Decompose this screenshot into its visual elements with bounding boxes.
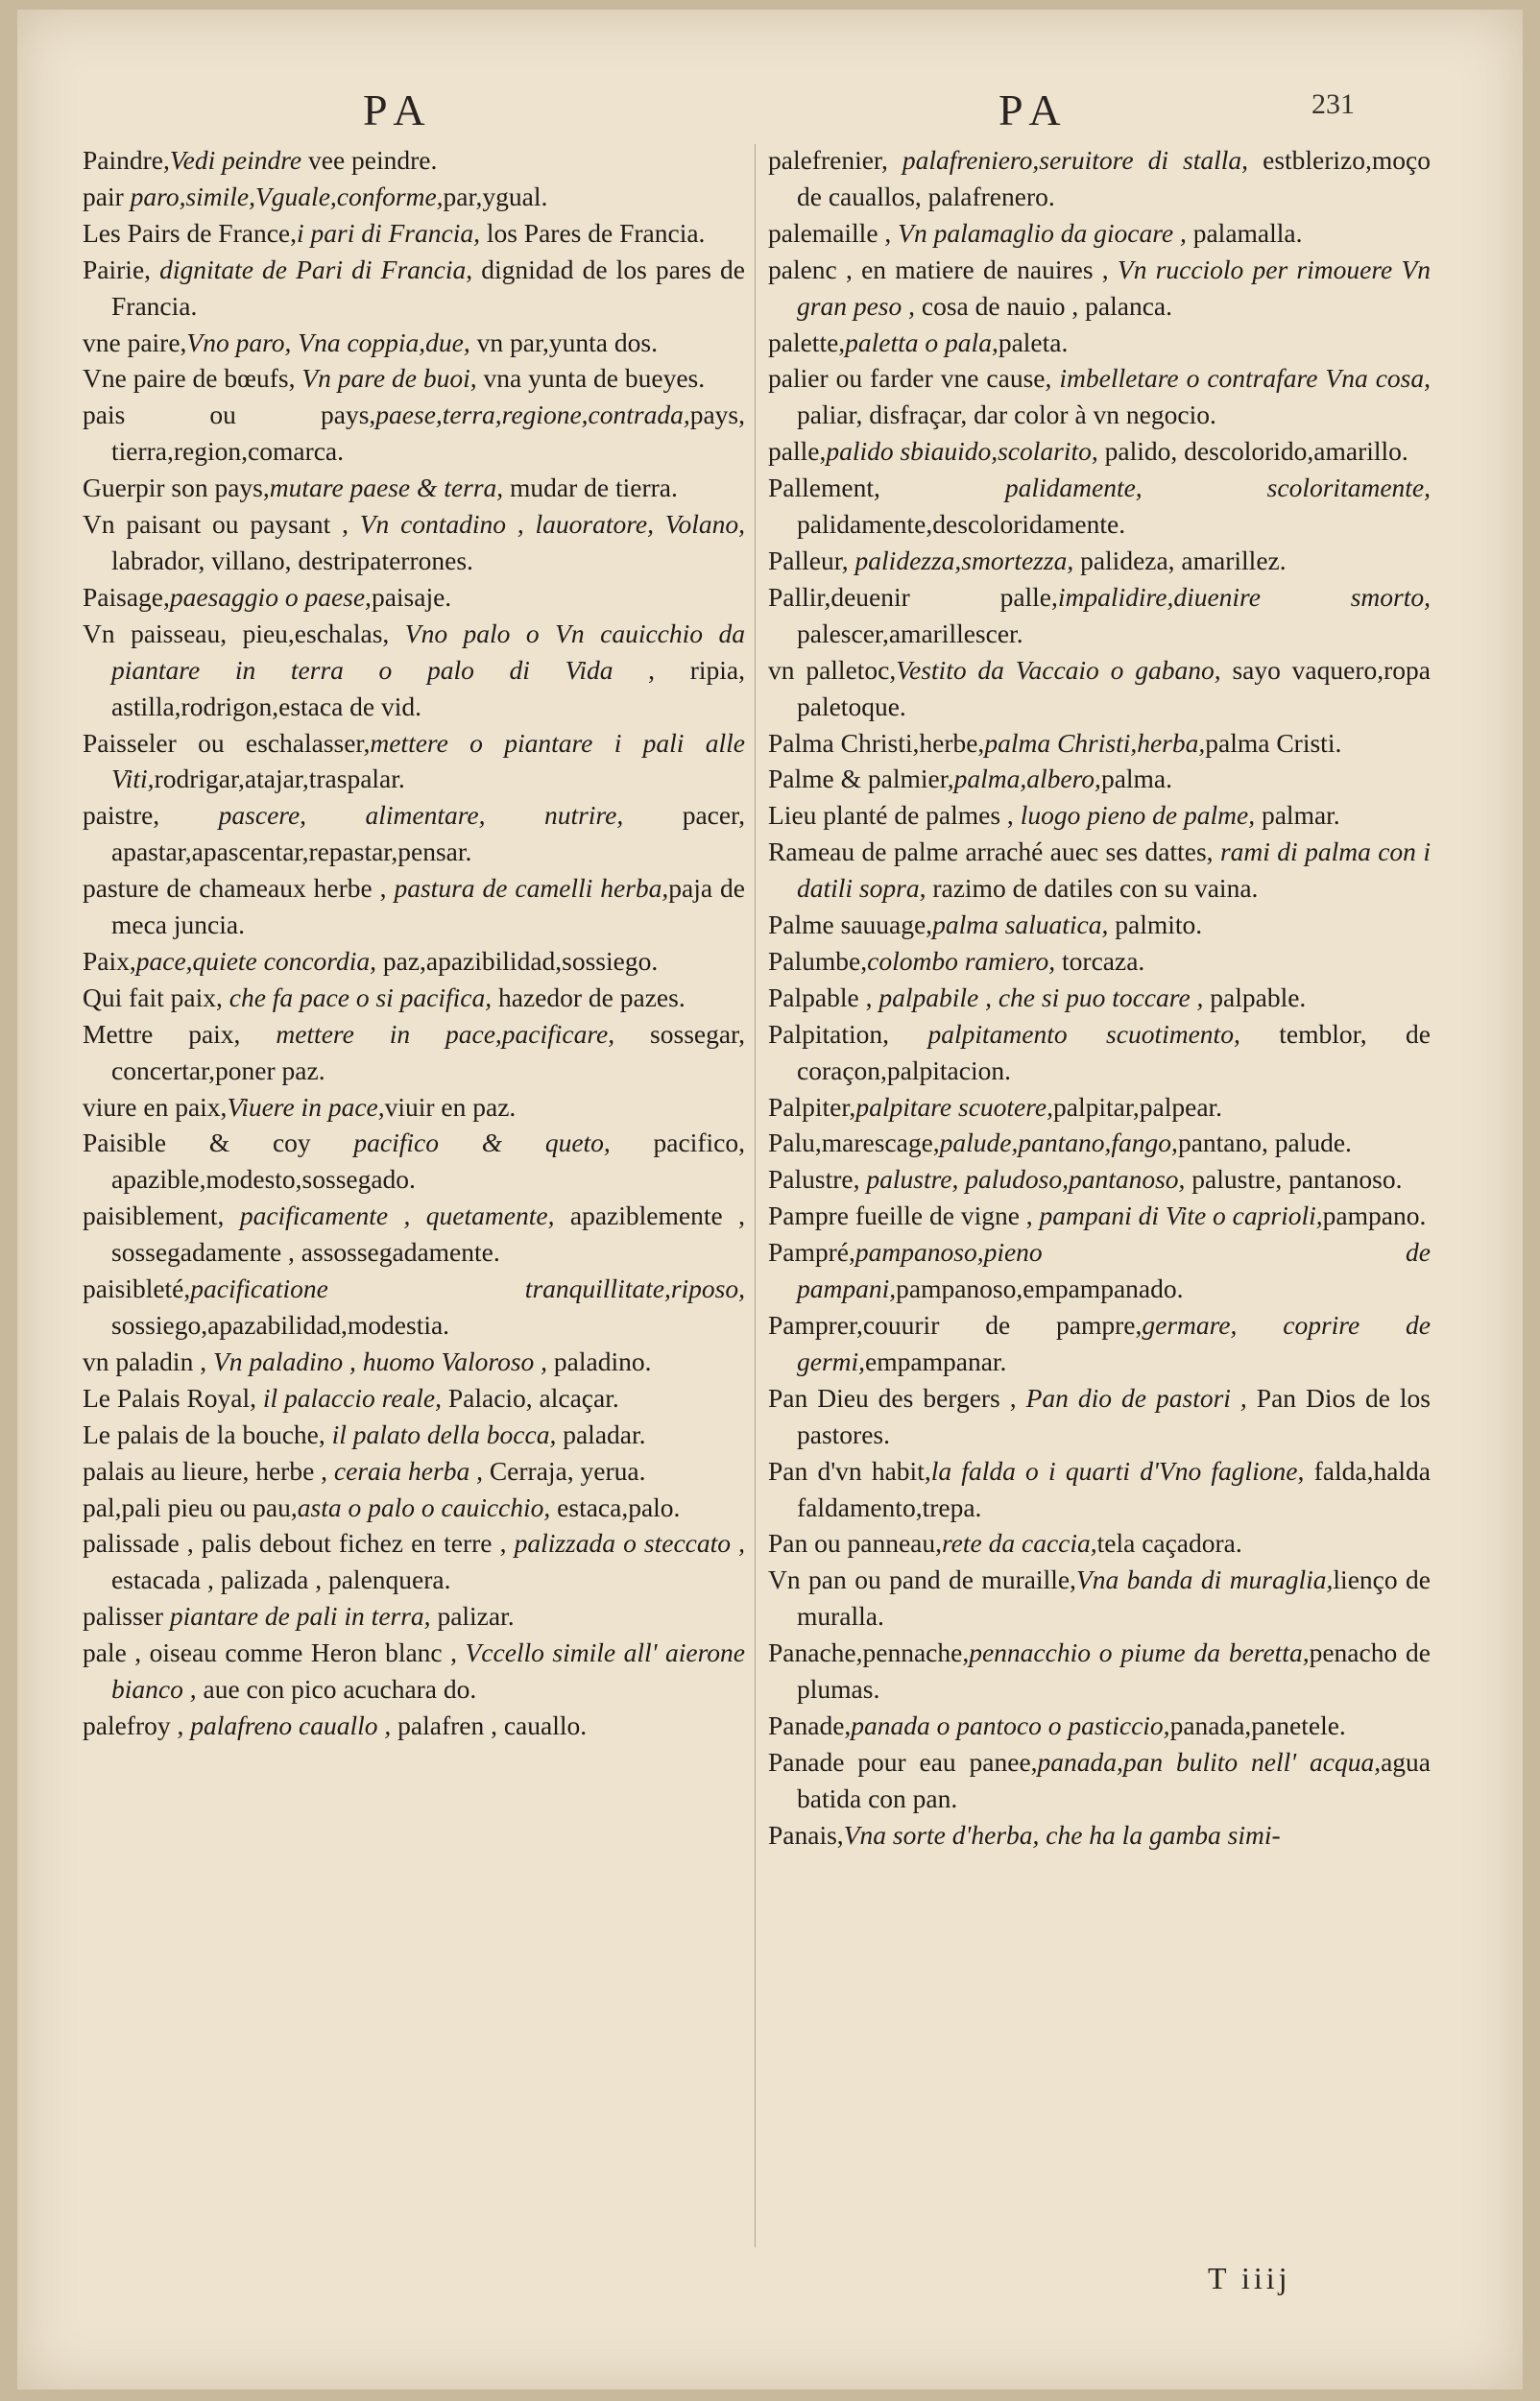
entry-it: la falda o i quarti d'Vno faglione, <box>930 1455 1305 1486</box>
entry-fr: Pairie, <box>83 254 160 284</box>
dictionary-entry <box>83 616 745 725</box>
entry-it: palpitare scuotere, <box>855 1091 1054 1122</box>
entry-it: Vno palo o Vn cauicchio da piantare in terra o palo di Vida <box>111 618 745 685</box>
entry-es: palafren , cauallo. <box>391 1710 588 1740</box>
dictionary-entry <box>83 1708 745 1744</box>
entry-it: palidamente, scoloritamente, <box>1004 473 1431 503</box>
entry-it: pastura de camelli herba, <box>394 873 669 904</box>
entry-fr: Pan Dieu des bergers , <box>768 1382 1026 1413</box>
entry-es: Pan Dios de los pastores. <box>797 1382 1432 1449</box>
dictionary-entry <box>768 543 1431 579</box>
dictionary-entry <box>768 1089 1431 1126</box>
entry-fr: palemaille , <box>768 217 899 248</box>
dictionary-entry <box>83 579 745 616</box>
entry-it: i pari di Francia, <box>296 217 480 248</box>
entry-fr: Paix, <box>83 945 136 976</box>
entry-es: estacada , palizada , palenquera. <box>111 1564 451 1595</box>
entry-es: palizar. <box>430 1601 515 1632</box>
page-number: 231 <box>1311 88 1355 120</box>
entry-fr: Pallir,deuenir palle, <box>768 581 1058 612</box>
entry-it: luogo pieno de palme, <box>1020 800 1256 831</box>
entry-it: mettere o piantare i pali alle Viti, <box>111 727 745 794</box>
entry-it: mettere in pace,pacificare, <box>276 1018 615 1049</box>
running-head-right: PA <box>999 85 1071 134</box>
entry-fr: paistre, <box>83 800 219 831</box>
entry-it: dignitate de Pari di Francia <box>159 254 467 284</box>
entry-fr: Palma Christi,herbe, <box>768 727 985 758</box>
entry-es: falda,halda faldamento,trepa. <box>797 1455 1431 1522</box>
entry-es: pantano, palude. <box>1177 1128 1352 1158</box>
entry-es: paladar. <box>556 1419 646 1449</box>
dictionary-entry <box>768 579 1431 652</box>
entry-es: palideza, amarillez. <box>1073 545 1287 575</box>
entry-fr: Palme sauuage, <box>768 909 933 940</box>
entry-es: pacer, apastar,apascentar,repastar,pensar. <box>111 800 745 867</box>
entry-es: penacho de plumas. <box>797 1637 1432 1705</box>
dictionary-entry <box>83 1635 745 1708</box>
entry-it: rete da caccia, <box>942 1528 1097 1559</box>
entry-it: palizzada o steccato , <box>514 1528 745 1559</box>
entry-it: Vn paladino , huomo Valoroso , <box>212 1346 548 1376</box>
dictionary-entry <box>83 1344 745 1380</box>
entry-fr: pais ou pays, <box>83 400 376 430</box>
entry-fr: palais au lieure, herbe , <box>83 1455 334 1486</box>
entry-es: par,ygual. <box>443 181 548 211</box>
entry-it: impalidire,diuenire smorto, <box>1057 581 1431 612</box>
dictionary-entry <box>83 179 745 215</box>
dictionary-entry <box>83 506 745 579</box>
dictionary-entry <box>768 1234 1431 1307</box>
entry-it: rami di palma con i datili sopra, <box>797 837 1431 904</box>
dictionary-entry <box>768 834 1431 907</box>
entry-fr: viure en paix, <box>83 1091 228 1122</box>
entry-it: Viuere in pace, <box>227 1091 385 1122</box>
entry-fr: Mettre paix, <box>83 1018 277 1049</box>
entry-es: vn par,yunta dos. <box>469 327 658 357</box>
entry-es: vee peindre. <box>301 145 438 175</box>
entry-it: pacificatione tranquillitate,riposo, <box>190 1273 745 1304</box>
entry-es: Cerraja, yerua. <box>482 1455 646 1486</box>
entry-it: palude,pantano,fango, <box>939 1128 1178 1158</box>
entry-fr: Paisseler ou eschalasser, <box>83 727 371 758</box>
dictionary-entry <box>768 1817 1431 1854</box>
entry-es: rodrigar,atajar,traspalar. <box>154 764 405 794</box>
dictionary-entry <box>768 1380 1431 1453</box>
entry-it: pampani di Vite o caprioli, <box>1039 1200 1323 1231</box>
entry-fr: Vn paisseau, pieu,eschalas, <box>83 618 405 648</box>
entry-es: palido, descolorido,amarillo. <box>1097 436 1408 467</box>
entry-es: palmito. <box>1108 909 1203 940</box>
entry-fr: Vn pan ou pand de muraille, <box>768 1564 1076 1595</box>
dictionary-entry <box>83 1525 745 1598</box>
entry-it: il palato della bocca, <box>331 1419 557 1449</box>
entry-fr: vn palletoc, <box>768 654 897 685</box>
entry-es: pays, tierra,region,comarca. <box>111 400 745 467</box>
entry-fr: Palme & palmier, <box>768 764 954 794</box>
entry-fr: palette, <box>768 327 846 357</box>
entry-es: razimo de datiles con su vaina. <box>926 873 1259 904</box>
dictionary-entry <box>83 215 745 252</box>
entry-it: panada,pan bulito nell' acqua, <box>1037 1746 1382 1777</box>
entry-it: piantare de pali in terra, <box>169 1601 431 1632</box>
entry-it: palpabile , che si puo toccare , <box>878 982 1204 1012</box>
entry-it: palafreno cauallo , <box>190 1710 392 1740</box>
dictionary-entry <box>83 980 745 1016</box>
entry-es: temblor, de coraçon,palpitacion. <box>797 1018 1431 1085</box>
entry-it: palma,albero, <box>953 764 1101 794</box>
entry-es: paleta. <box>998 327 1069 357</box>
entry-it: palidezza,smortezza, <box>854 545 1074 575</box>
dictionary-entry <box>83 797 745 870</box>
entry-fr: pale , oiseau comme Heron blanc , <box>83 1637 466 1668</box>
entry-es: tela caçadora. <box>1096 1528 1242 1559</box>
column-divider <box>755 144 756 2247</box>
dictionary-entry <box>83 1453 745 1490</box>
entry-fr: Guerpir son pays, <box>83 473 270 503</box>
entry-fr: Paisible & coy <box>83 1128 354 1158</box>
entry-es: viuir en paz. <box>384 1091 517 1122</box>
dictionary-entry <box>83 1016 745 1089</box>
entry-es: paliar, disfraçar, dar color à vn negocio. <box>797 400 1216 430</box>
entry-it: Vna sorte d'herba, che ha la gamba simi- <box>843 1819 1281 1850</box>
dictionary-entry <box>768 943 1431 980</box>
entry-fr: Le palais de la bouche, <box>83 1419 332 1449</box>
entry-fr: palefroy , <box>83 1710 191 1740</box>
entry-it: pascere, alimentare, nutrire, <box>218 800 624 831</box>
dictionary-entry <box>768 761 1431 797</box>
entry-it: paro,simile,Vguale,conforme, <box>130 181 444 211</box>
entry-fr: Paisage, <box>83 581 170 612</box>
entry-it: paletta o pala, <box>845 327 999 357</box>
dictionary-entry <box>83 360 745 397</box>
entry-fr: Vn paisant ou paysant , <box>83 509 360 540</box>
entry-fr: Palleur, <box>768 545 855 575</box>
entry-es: palamalla. <box>1186 217 1303 248</box>
entry-es: sossegar, concertar,poner paz. <box>111 1018 745 1085</box>
entry-it: pennacchio o piume da beretta, <box>969 1637 1310 1668</box>
entry-fr: palefrenier, <box>768 145 902 175</box>
entry-es: paisaje. <box>371 581 452 612</box>
left-column <box>83 142 745 1744</box>
entry-it: Vn palamaglio da giocare , <box>898 217 1187 248</box>
entry-fr: Pampré, <box>768 1237 855 1268</box>
entry-it: mutare paese & terra, <box>269 473 504 503</box>
dictionary-entry <box>768 1744 1431 1817</box>
entry-es: palma Cristi. <box>1205 727 1342 758</box>
entry-es: palescer,amarillescer. <box>797 618 1023 648</box>
entry-fr: pair <box>83 181 131 211</box>
entry-it: Vn contadino , lauoratore, Volano, <box>359 509 746 540</box>
entry-it: colombo ramiero, <box>867 945 1056 976</box>
entry-it: imbelletare o contrafare Vna cosa, <box>1059 363 1431 394</box>
entry-es: palpable. <box>1203 982 1307 1012</box>
entry-es: paja de meca juncia. <box>111 873 745 940</box>
dictionary-entry <box>768 1198 1431 1234</box>
signature-mark: T iiij <box>1208 2261 1291 2295</box>
entry-it: Vn rucciolo per rimouere Vn gran peso , <box>797 254 1431 321</box>
entry-it: Pan dio de pastori , <box>1025 1382 1247 1413</box>
dictionary-entry <box>768 1708 1431 1744</box>
dictionary-entry <box>768 252 1431 325</box>
dictionary-entry <box>768 1125 1431 1161</box>
entry-es: palma. <box>1100 764 1173 794</box>
entry-es: labrador, villano, destripaterrones. <box>111 545 473 575</box>
entry-es: estblerizo,moço de cauallos, palafrenero. <box>797 145 1431 211</box>
entry-fr: Panache,pennache, <box>768 1637 970 1668</box>
entry-es: paladino. <box>547 1346 652 1376</box>
entry-fr: Panade pour eau panee, <box>768 1746 1038 1777</box>
entry-it: Vccello simile all' aierone bianco , <box>111 1637 745 1705</box>
entry-fr: Pan d'vn habit, <box>768 1455 931 1486</box>
entry-es: agua batida con pan. <box>797 1746 1431 1813</box>
entry-fr: Panade, <box>768 1710 852 1740</box>
entry-es: apaziblemente , sossegadamente , assossegadamente. <box>111 1200 745 1268</box>
entry-fr: Palpiter, <box>768 1091 856 1122</box>
entry-fr: Pamprer,couurir de pampre, <box>768 1310 1143 1340</box>
dictionary-entry <box>768 1161 1431 1198</box>
entry-it: palpitamento scuotimento, <box>927 1018 1240 1049</box>
entry-fr: Palu,marescage, <box>768 1128 940 1158</box>
entry-fr: Paindre, <box>83 145 170 175</box>
entry-es: , ripia, astilla,rodrigon,estaca de vid. <box>111 654 745 721</box>
entry-it: pacifico & queto, <box>353 1128 611 1158</box>
entry-fr: Rameau de palme arraché auec ses dattes, <box>768 837 1220 867</box>
entry-es: sossiego,apazabilidad,modestia. <box>111 1310 450 1340</box>
entry-fr: vn paladin , <box>83 1346 213 1376</box>
entry-es: Palacio, alcaçar. <box>441 1382 619 1413</box>
dictionary-entry <box>768 325 1431 361</box>
entry-it: paesaggio o paese, <box>169 581 372 612</box>
dictionary-page <box>17 10 1523 2389</box>
entry-fr: Qui fait paix, <box>83 982 229 1012</box>
dictionary-entry <box>83 1380 745 1417</box>
dictionary-entry <box>83 470 745 506</box>
dictionary-entry <box>83 397 745 470</box>
dictionary-entry <box>83 870 745 943</box>
entry-es: aue con pico acuchara do. <box>196 1674 477 1705</box>
entry-it: pampanoso,pieno de pampani, <box>797 1237 1431 1304</box>
entry-es: palidamente,descoloridamente. <box>797 509 1126 540</box>
entry-it: il palaccio reale, <box>262 1382 442 1413</box>
entry-fr: Palustre, <box>768 1164 867 1195</box>
entry-it: che fa pace o si pacifica, <box>229 982 493 1012</box>
dictionary-entry <box>768 1562 1431 1635</box>
dictionary-entry <box>768 470 1431 543</box>
entry-es: estaca,palo. <box>550 1492 681 1522</box>
entry-it: Vn pare de buoi, <box>301 363 477 394</box>
dictionary-entry <box>83 1490 745 1526</box>
entry-fr: Vne paire de bœufs, <box>83 363 302 394</box>
entry-it: Vno paro, Vna coppia,due, <box>186 327 470 357</box>
dictionary-entry <box>768 433 1431 470</box>
dictionary-entry <box>768 360 1431 433</box>
entry-fr: Pallement, <box>768 473 1005 503</box>
dictionary-entry <box>768 1525 1431 1562</box>
entry-fr: Pan ou panneau, <box>768 1528 942 1559</box>
entry-it: palma saluatica, <box>932 909 1109 940</box>
entry-es: torcaza. <box>1055 945 1145 976</box>
running-head-left: PA <box>363 85 435 134</box>
dictionary-entry <box>768 215 1431 252</box>
dictionary-entry <box>768 980 1431 1016</box>
dictionary-entry <box>83 943 745 980</box>
entry-it: panada o pantoco o pasticcio, <box>851 1710 1170 1740</box>
entry-es: pampanoso,empampanado. <box>896 1273 1184 1304</box>
entry-es: pacifico, apazible,modesto,sossegado. <box>111 1128 745 1195</box>
dictionary-entry <box>83 1089 745 1126</box>
dictionary-entry <box>83 1125 745 1198</box>
entry-fr: vne paire, <box>83 327 187 357</box>
dictionary-entry <box>768 907 1431 943</box>
entry-fr: pasture de chameaux herbe , <box>83 873 395 904</box>
entry-it: palma Christi,herba, <box>984 727 1206 758</box>
dictionary-entry <box>768 142 1431 215</box>
entry-fr: Pampre fueille de vigne , <box>768 1200 1040 1231</box>
entry-it: ceraia herba , <box>333 1455 483 1486</box>
entry-fr: pal,pali pieu ou pau, <box>83 1492 298 1522</box>
dictionary-entry <box>83 725 745 798</box>
entry-es: palustre, pantanoso. <box>1185 1164 1403 1195</box>
dictionary-entry <box>768 1016 1431 1089</box>
dictionary-entry <box>83 1198 745 1271</box>
dictionary-entry <box>768 1453 1431 1526</box>
entry-fr: Lieu planté de palmes , <box>768 800 1021 831</box>
entry-es: palpitar,palpear. <box>1053 1091 1223 1122</box>
entry-it: palustre, paludoso,pantanoso, <box>866 1164 1186 1195</box>
entry-es: lienço de muralla. <box>797 1564 1432 1632</box>
entry-it: germare, coprire de germi, <box>797 1310 1431 1376</box>
entry-fr: palier ou farder vne cause, <box>768 363 1060 394</box>
entry-fr: Palpable , <box>768 982 879 1012</box>
entry-it: pace,quiete concordia, <box>135 945 376 976</box>
entry-es: panada,panetele. <box>1169 1710 1346 1740</box>
entry-es: cosa de nauio , palanca. <box>915 290 1173 321</box>
entry-es: vna yunta de bueyes. <box>476 363 706 394</box>
entry-es: mudar de tierra. <box>503 473 678 503</box>
entry-it: palido sbiauido,scolarito, <box>826 436 1098 467</box>
dictionary-entry <box>83 325 745 361</box>
entry-fr: paisiblement, <box>83 1200 240 1231</box>
entry-fr: palissade , palis debout fichez en terre , <box>83 1528 515 1559</box>
entry-it: Vna banda di muraglia, <box>1075 1564 1334 1595</box>
right-column <box>768 142 1431 1854</box>
entry-es: los Pares de Francia. <box>479 217 706 248</box>
entry-es: hazedor de pazes. <box>492 982 686 1012</box>
entry-fr: palisser <box>83 1601 170 1632</box>
entry-fr: Palpitation, <box>768 1018 928 1049</box>
entry-it: Vestito da Vaccaio o gabano, <box>896 654 1221 685</box>
entry-fr: palenc , en matiere de nauires , <box>768 254 1118 284</box>
dictionary-entry <box>83 1598 745 1635</box>
dictionary-entry <box>768 1635 1431 1708</box>
dictionary-entry <box>768 725 1431 762</box>
dictionary-entry <box>768 797 1431 834</box>
dictionary-entry <box>83 142 745 179</box>
dictionary-entry <box>83 252 745 325</box>
entry-es: , dignidad de los pares de Francia. <box>111 254 745 321</box>
entry-es: empampanar. <box>865 1346 1007 1376</box>
entry-fr: palle, <box>768 436 827 467</box>
dictionary-entry <box>768 1307 1431 1380</box>
entry-fr: Panais, <box>768 1819 844 1850</box>
entry-es: paz,apazibilidad,sossiego. <box>375 945 659 976</box>
entry-it: pacificamente , quetamente, <box>239 1200 555 1231</box>
dictionary-entry <box>83 1417 745 1453</box>
dictionary-entry <box>83 1271 745 1344</box>
entry-it: Vedi peindre <box>169 145 302 175</box>
entry-fr: paisibleté, <box>83 1273 191 1304</box>
dictionary-entry <box>768 652 1431 725</box>
entry-it: asta o palo o cauicchio, <box>297 1492 551 1522</box>
entry-fr: Les Pairs de France, <box>83 217 297 248</box>
entry-es: pampano. <box>1322 1200 1427 1231</box>
entry-es: palmar. <box>1255 800 1340 831</box>
entry-es: sayo vaquero,ropa paletoque. <box>797 654 1431 721</box>
entry-fr: Palumbe, <box>768 945 868 976</box>
entry-it: paese,terra,regione,contrada, <box>375 400 690 430</box>
entry-it: palafreniero,seruitore di stalla, <box>902 145 1249 175</box>
entry-fr: Le Palais Royal, <box>83 1382 263 1413</box>
